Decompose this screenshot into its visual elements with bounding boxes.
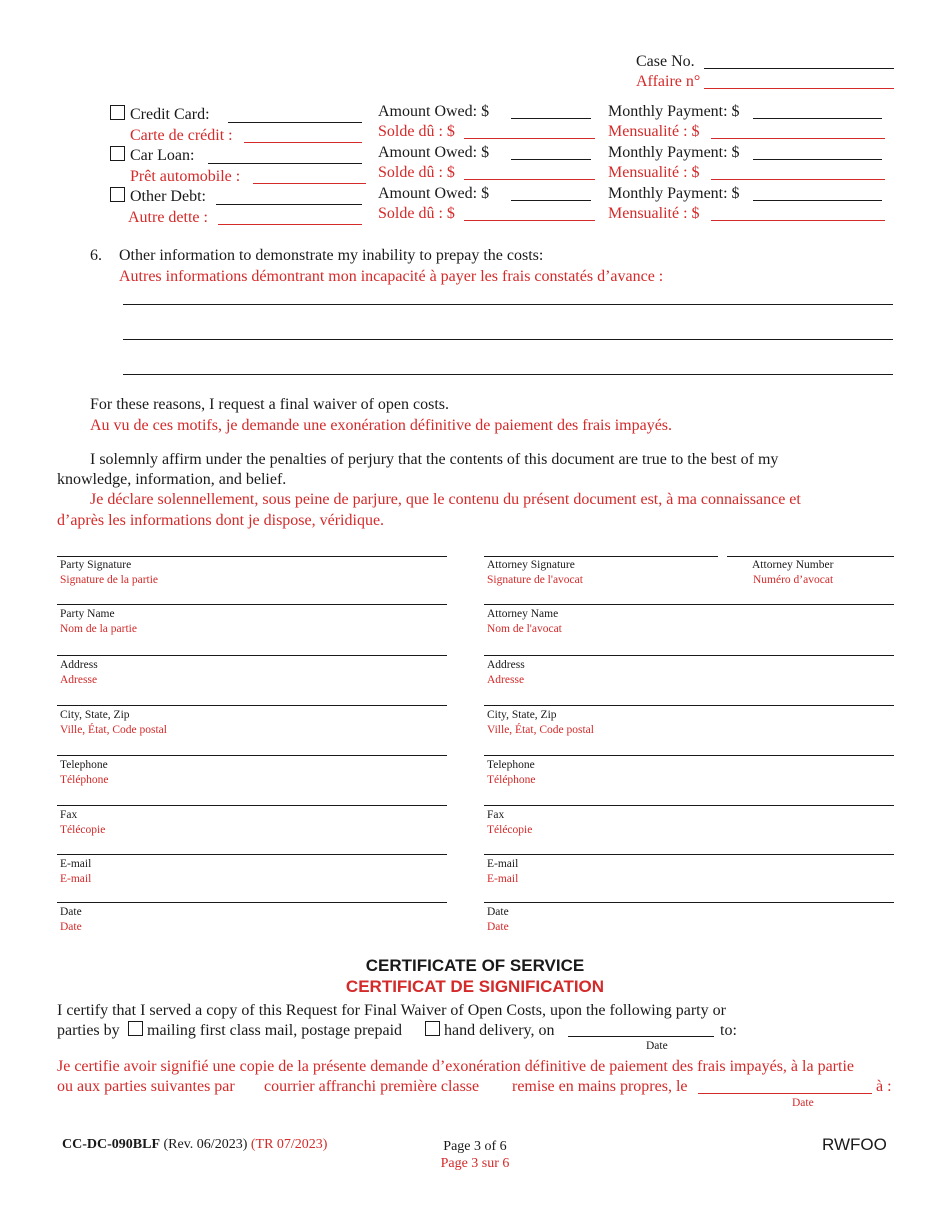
attorney-email-label-fr: E-mail: [487, 873, 519, 885]
attorney-fax-label-fr: Télécopie: [487, 824, 533, 836]
mail-option-label-fr: courrier affranchi première classe: [264, 1078, 480, 1095]
party-date-label: Date: [60, 906, 82, 918]
certificate-line-2-start: parties by: [57, 1022, 120, 1039]
party-email-label: E-mail: [60, 858, 92, 870]
request-text: For these reasons, I request a final waiver of open costs.: [90, 396, 449, 413]
credit-card-field[interactable]: [228, 122, 362, 123]
car-loan-field-fr: [253, 183, 366, 184]
attorney-number-label: Attorney Number: [752, 559, 834, 571]
other-debt-field-fr: [218, 224, 362, 225]
party-telephone-label-fr: Téléphone: [60, 774, 109, 786]
other-debt-checkbox[interactable]: [110, 187, 125, 202]
service-date-field[interactable]: [568, 1036, 714, 1037]
party-address-line[interactable]: [57, 655, 447, 656]
party-city-label: City, State, Zip: [60, 709, 130, 721]
attorney-telephone-label: Telephone: [487, 759, 535, 771]
car-loan-monthly-field[interactable]: [753, 159, 882, 160]
other-debt-label: Other Debt:: [130, 188, 206, 205]
case-no-field[interactable]: [704, 68, 894, 69]
car-loan-owed-label: Amount Owed: $: [378, 144, 490, 161]
attorney-fax-label: Fax: [487, 809, 505, 821]
party-signature-label-fr: Signature de la partie: [60, 574, 159, 586]
attorney-fax-line[interactable]: [484, 805, 894, 806]
car-loan-monthly-field-fr: [711, 179, 885, 180]
other-info-text-fr: Autres informations démontrant mon incapacité à payer les frais constatés d’avance :: [119, 268, 664, 285]
car-loan-monthly-label: Monthly Payment: $: [608, 144, 740, 161]
attorney-address-label: Address: [487, 659, 525, 671]
certificate-to-label-fr: à :: [876, 1078, 892, 1095]
certificate-line-2-fr-start: ou aux parties suivantes par: [57, 1078, 235, 1095]
mail-checkbox[interactable]: [128, 1021, 143, 1036]
party-city-label-fr: Ville, État, Code postal: [60, 724, 167, 736]
attorney-date-line[interactable]: [484, 902, 894, 903]
affirmation-line-2: knowledge, information, and belief.: [57, 471, 287, 488]
credit-card-label: Credit Card:: [130, 106, 210, 123]
car-loan-owed-field[interactable]: [511, 159, 591, 160]
credit-card-owed-field[interactable]: [511, 118, 591, 119]
other-debt-monthly-field[interactable]: [753, 200, 882, 201]
attorney-telephone-label-fr: Téléphone: [487, 774, 536, 786]
party-date-line[interactable]: [57, 902, 447, 903]
credit-card-owed-field-fr: [464, 138, 595, 139]
party-name-label: Party Name: [60, 608, 115, 620]
party-fax-line[interactable]: [57, 805, 447, 806]
mail-option-label: mailing first class mail, postage prepaid: [147, 1022, 403, 1039]
attorney-signature-line[interactable]: [484, 556, 718, 557]
form-revision: (Rev. 06/2023): [163, 1137, 248, 1152]
form-id: CC-DC-090BLF: [62, 1137, 160, 1152]
service-date-caption-fr: Date: [792, 1097, 814, 1109]
credit-card-field-fr: [244, 142, 362, 143]
attorney-city-line[interactable]: [484, 705, 894, 706]
other-debt-monthly-label: Monthly Payment: $: [608, 185, 740, 202]
attorney-city-label-fr: Ville, État, Code postal: [487, 724, 594, 736]
party-telephone-label: Telephone: [60, 759, 108, 771]
page-number-fr: Page 3 sur 6: [440, 1156, 510, 1171]
car-loan-field[interactable]: [208, 163, 362, 164]
page-number: Page 3 of 6: [443, 1139, 507, 1154]
party-name-line[interactable]: [57, 604, 447, 605]
attorney-date-label-fr: Date: [487, 921, 509, 933]
other-info-line-2[interactable]: [123, 339, 893, 340]
other-debt-label-fr: Autre dette :: [128, 209, 208, 226]
affirmation-line-1-fr: Je déclare solennellement, sous peine de parjure, que le contenu du présent document est, à ma connaissance et: [90, 491, 801, 508]
attorney-number-label-fr: Numéro d’avocat: [753, 574, 834, 586]
car-loan-label: Car Loan:: [130, 147, 195, 164]
service-date-caption: Date: [646, 1040, 668, 1052]
car-loan-owed-label-fr: Solde dû : $: [378, 164, 455, 181]
attorney-address-line[interactable]: [484, 655, 894, 656]
credit-card-owed-label-fr: Solde dû : $: [378, 123, 455, 140]
party-signature-label: Party Signature: [60, 559, 132, 571]
credit-card-monthly-field[interactable]: [753, 118, 882, 119]
attorney-number-line[interactable]: [727, 556, 894, 557]
other-debt-owed-field-fr: [464, 220, 595, 221]
case-no-label-fr: Affaire n°: [636, 73, 701, 90]
attorney-date-label: Date: [487, 906, 509, 918]
car-loan-monthly-label-fr: Mensualité : $: [608, 164, 700, 181]
form-translation-revision: (TR 07/2023): [250, 1137, 328, 1152]
case-no-label: Case No.: [636, 53, 695, 70]
other-debt-monthly-label-fr: Mensualité : $: [608, 205, 700, 222]
attorney-email-label: E-mail: [487, 858, 519, 870]
party-signature-line[interactable]: [57, 556, 447, 557]
certificate-line-1: I certify that I served a copy of this Request for Final Waiver of Open Costs, upon the following party or: [57, 1002, 726, 1019]
certificate-title-fr: CERTIFICAT DE SIGNIFICATION: [345, 977, 605, 996]
other-debt-monthly-field-fr: [711, 220, 885, 221]
other-info-text: Other information to demonstrate my inability to prepay the costs:: [119, 247, 544, 264]
credit-card-monthly-label-fr: Mensualité : $: [608, 123, 700, 140]
credit-card-monthly-field-fr: [711, 138, 885, 139]
other-debt-owed-label: Amount Owed: $: [378, 185, 490, 202]
car-loan-label-fr: Prêt automobile :: [130, 168, 241, 185]
certificate-title: CERTIFICATE OF SERVICE: [365, 956, 585, 975]
attorney-city-label: City, State, Zip: [487, 709, 557, 721]
car-loan-owed-field-fr: [464, 179, 595, 180]
credit-card-owed-label: Amount Owed: $: [378, 103, 490, 120]
affirmation-line-1: I solemnly affirm under the penalties of perjury that the contents of this document are true to the best of my: [90, 451, 779, 468]
request-text-fr: Au vu de ces motifs, je demande une exonération définitive de paiement des frais impayés.: [90, 417, 673, 434]
affirmation-line-2-fr: d’après les informations dont je dispose, véridique.: [57, 512, 385, 529]
other-info-line-1[interactable]: [123, 304, 893, 305]
other-debt-owed-field[interactable]: [511, 200, 591, 201]
hand-delivery-label-fr: remise en mains propres, le: [512, 1078, 688, 1095]
party-email-line[interactable]: [57, 854, 447, 855]
party-email-label-fr: E-mail: [60, 873, 92, 885]
other-info-line-3[interactable]: [123, 374, 893, 375]
party-city-line[interactable]: [57, 705, 447, 706]
other-debt-owed-label-fr: Solde dû : $: [378, 205, 455, 222]
party-address-label: Address: [60, 659, 98, 671]
attorney-email-line[interactable]: [484, 854, 894, 855]
party-date-label-fr: Date: [60, 921, 82, 933]
credit-card-label-fr: Carte de crédit :: [130, 127, 233, 144]
party-fax-label-fr: Télécopie: [60, 824, 106, 836]
car-loan-checkbox[interactable]: [110, 146, 125, 161]
attorney-signature-label: Attorney Signature: [487, 559, 575, 571]
hand-delivery-checkbox[interactable]: [425, 1021, 440, 1036]
form-code: RWFOO: [822, 1135, 887, 1154]
attorney-name-line[interactable]: [484, 604, 894, 605]
hand-delivery-label: hand delivery, on: [444, 1022, 555, 1039]
certificate-line-1-fr: Je certifie avoir signifié une copie de la présente demande d’exonération définitive de paiement des frais impayés, à la partie: [57, 1058, 854, 1075]
attorney-telephone-line[interactable]: [484, 755, 894, 756]
other-info-number: 6.: [90, 247, 102, 264]
party-telephone-line[interactable]: [57, 755, 447, 756]
attorney-address-label-fr: Adresse: [487, 674, 525, 686]
case-no-field-fr: [704, 88, 894, 89]
attorney-signature-label-fr: Signature de l'avocat: [487, 574, 583, 586]
service-date-field-fr: [698, 1093, 872, 1094]
party-name-label-fr: Nom de la partie: [60, 623, 137, 635]
credit-card-checkbox[interactable]: [110, 105, 125, 120]
attorney-name-label: Attorney Name: [487, 608, 559, 620]
other-debt-field[interactable]: [216, 204, 362, 205]
credit-card-monthly-label: Monthly Payment: $: [608, 103, 740, 120]
certificate-to-label: to:: [720, 1022, 737, 1039]
attorney-name-label-fr: Nom de l'avocat: [487, 623, 562, 635]
party-address-label-fr: Adresse: [60, 674, 98, 686]
party-fax-label: Fax: [60, 809, 78, 821]
